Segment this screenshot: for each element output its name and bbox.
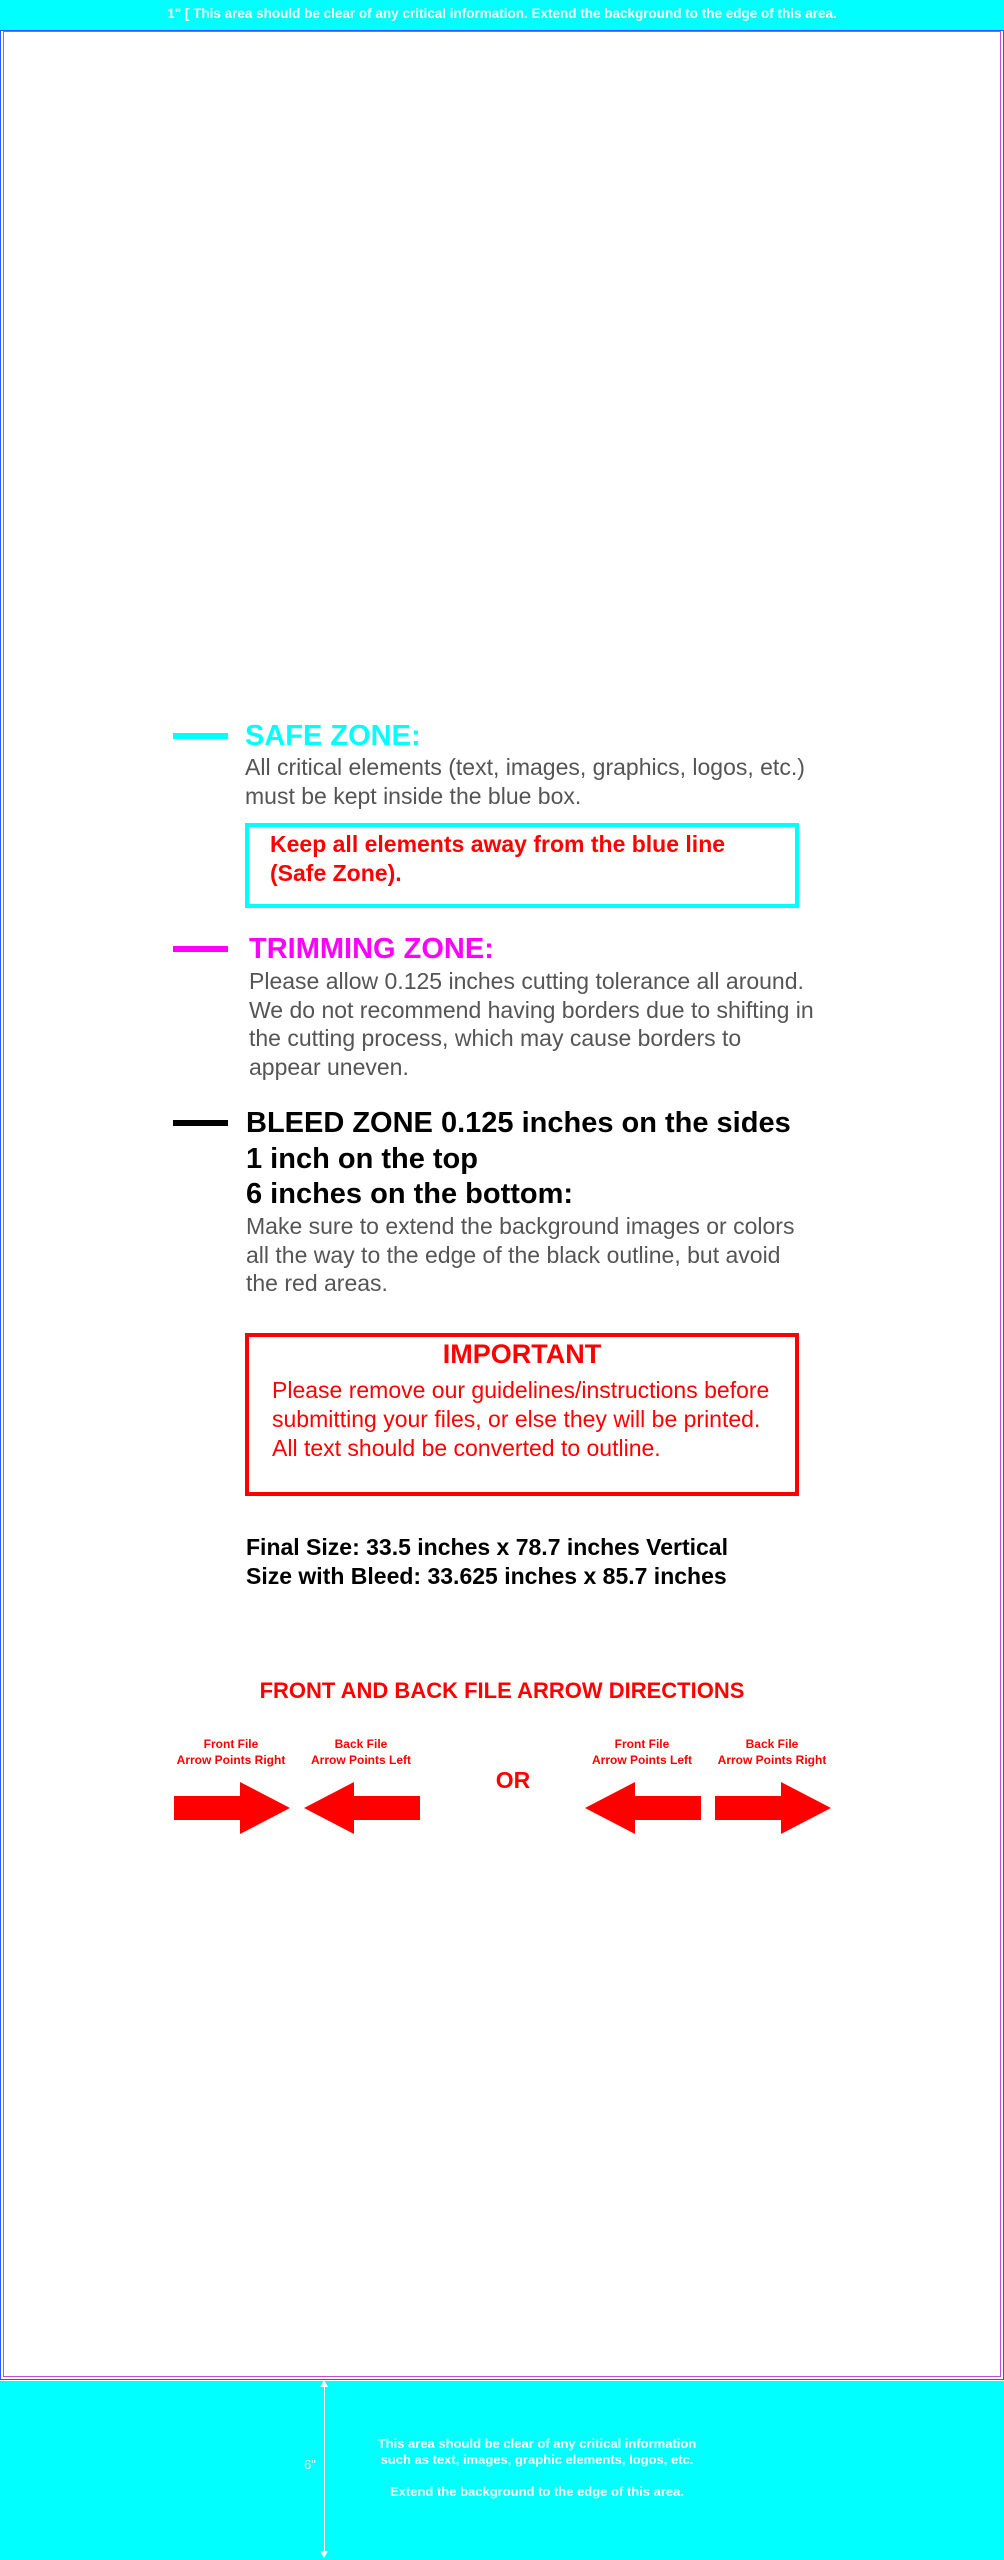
left-arrow-icon bbox=[304, 1782, 420, 1834]
safe-zone-marker bbox=[173, 733, 228, 739]
safe-zone-description bbox=[245, 753, 805, 811]
safe-zone-desc-line: must be kept inside the blue box. bbox=[245, 783, 582, 809]
arrow-caption-line: Back File bbox=[745, 1737, 799, 1751]
trimming-desc-line: We do not recommend having borders due to shifting in bbox=[249, 996, 814, 1023]
spacer bbox=[337, 2468, 737, 2484]
arrow-caption-line: Front File bbox=[203, 1737, 259, 1751]
trimming-zone-description bbox=[249, 967, 814, 1081]
safe-zone-desc-line: All critical elements (text, images, graphics, logos, etc.) bbox=[245, 754, 805, 780]
bottom-note-line: Extend the background to the edge of this area. bbox=[390, 2484, 684, 2499]
arrow-caption-line: Arrow Points Left bbox=[591, 1753, 692, 1767]
bottom-note-line: such as text, images, graphic elements, logos, etc. bbox=[380, 2452, 694, 2467]
bleed-zone-description bbox=[246, 1212, 794, 1298]
bleed-desc-line: Make sure to extend the background images or colors bbox=[246, 1213, 795, 1239]
trimming-desc-line: the cutting process, which may cause borders to bbox=[249, 1025, 742, 1051]
measure-arrow-up-icon bbox=[320, 2380, 328, 2387]
right-arrow-icon bbox=[174, 1782, 290, 1834]
measure-label: 6" bbox=[304, 2457, 316, 2472]
bottom-note-line: This area should be clear of any critical information bbox=[377, 2436, 697, 2451]
trimming-zone-marker bbox=[173, 946, 228, 952]
important-line: All text should be converted to outline. bbox=[272, 1435, 661, 1461]
arrow-caption-back-right bbox=[702, 1736, 842, 1768]
size-info bbox=[246, 1533, 728, 1591]
arrow-caption-line: Arrow Points Right bbox=[717, 1753, 827, 1767]
or-label: OR bbox=[495, 1767, 531, 1793]
important-line: Please remove our guidelines/instructions before bbox=[272, 1377, 770, 1403]
bleed-title-line: 1 inch on the top bbox=[246, 1142, 478, 1175]
measure-line bbox=[324, 2384, 325, 2554]
bottom-bleed-note bbox=[337, 2436, 737, 2500]
arrow-caption-line: Arrow Points Left bbox=[310, 1753, 411, 1767]
important-text bbox=[272, 1376, 769, 1463]
arrow-caption-line: Back File bbox=[334, 1737, 388, 1751]
important-title: IMPORTANT bbox=[442, 1339, 602, 1369]
bleed-size: Size with Bleed: 33.625 inches x 85.7 inches bbox=[246, 1563, 727, 1589]
bleed-title-line: BLEED ZONE 0.125 inches on the sides bbox=[246, 1107, 791, 1139]
trimming-desc-line: appear uneven. bbox=[249, 1053, 409, 1080]
arrow-caption-line: Front File bbox=[614, 1737, 670, 1751]
arrow-caption-back-left bbox=[291, 1736, 431, 1768]
trimming-zone-title: TRIMMING ZONE: bbox=[249, 933, 494, 965]
safe-zone-title: SAFE ZONE: bbox=[245, 720, 421, 752]
bleed-desc-line: all the way to the edge of the black outline, but avoid bbox=[246, 1241, 781, 1268]
bleed-desc-line: the red areas. bbox=[246, 1270, 388, 1296]
arrow-caption-line: Arrow Points Right bbox=[176, 1753, 286, 1767]
safe-zone-box-text bbox=[270, 830, 725, 888]
trimming-desc-line: Please allow 0.125 inches cutting tolerance all around. bbox=[249, 968, 804, 994]
bleed-zone-marker bbox=[173, 1120, 228, 1126]
bleed-zone-title bbox=[246, 1106, 791, 1213]
top-bleed-note: 1" [ This area should be clear of any critical information. Extend the background to the edge of this area. bbox=[167, 6, 837, 21]
measure-arrow-down-icon bbox=[320, 2551, 328, 2558]
arrow-caption-front-left bbox=[572, 1736, 712, 1768]
safe-box-line: Keep all elements away from the blue line bbox=[270, 831, 726, 857]
important-line: submitting your files, or else they will be printed. bbox=[272, 1406, 761, 1432]
right-arrow-icon bbox=[715, 1782, 831, 1834]
arrow-directions-heading: FRONT AND BACK FILE ARROW DIRECTIONS bbox=[259, 1678, 745, 1703]
bleed-title-line: 6 inches on the bottom: bbox=[246, 1178, 574, 1210]
safe-box-line: (Safe Zone). bbox=[270, 860, 402, 886]
arrow-caption-front-right bbox=[161, 1736, 301, 1768]
final-size: Final Size: 33.5 inches x 78.7 inches Vertical bbox=[246, 1534, 728, 1560]
left-arrow-icon bbox=[585, 1782, 701, 1834]
